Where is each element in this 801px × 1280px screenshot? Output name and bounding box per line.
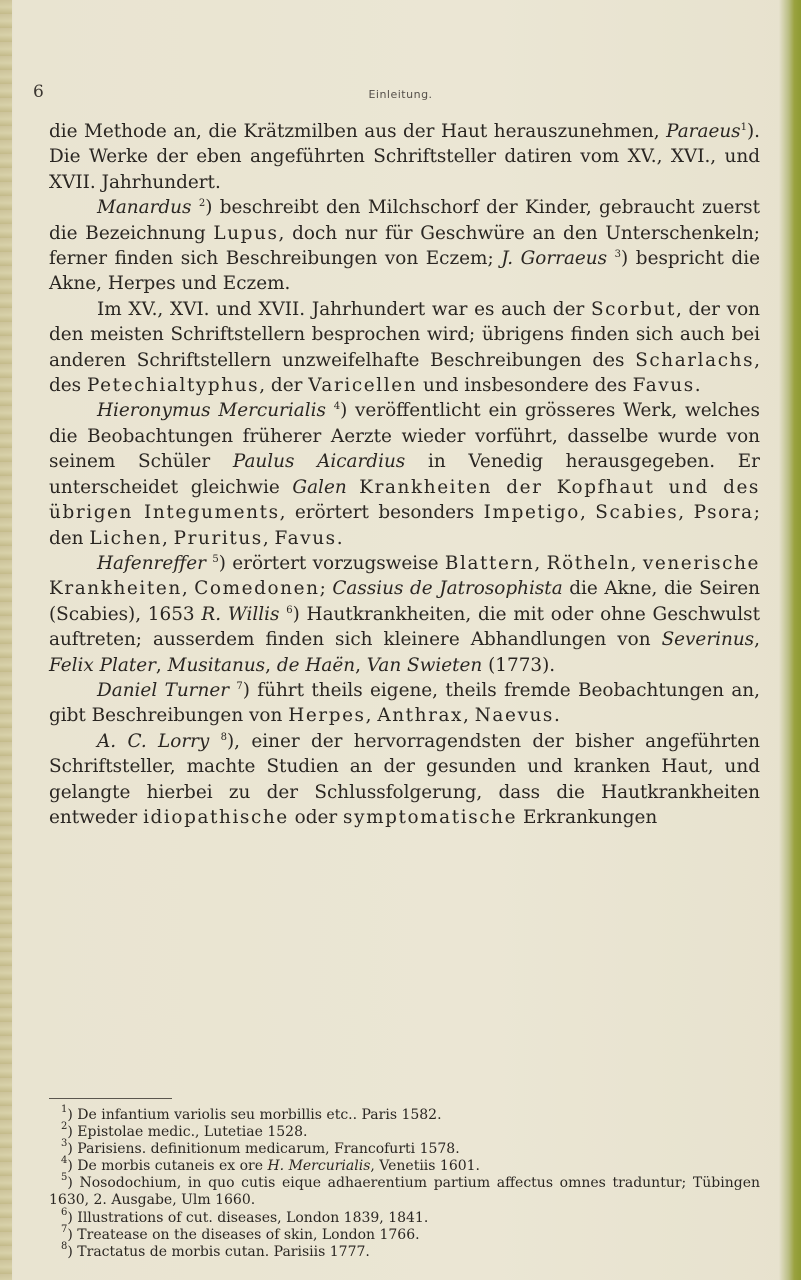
- author-name: J. Gorraeus: [501, 248, 608, 270]
- author-name: R. Willis: [201, 603, 280, 625]
- page-number: 6: [33, 82, 44, 102]
- page-right-edge: [779, 0, 801, 1280]
- author-name: Galen: [292, 476, 347, 498]
- author-name: Paulus Aicardius: [232, 451, 406, 473]
- author-name: de Haën: [276, 654, 356, 676]
- footnote-ref: 1: [740, 122, 747, 133]
- footnote-ref: 5: [212, 553, 219, 565]
- author-name: Hieronymus Mercurialis: [97, 400, 326, 422]
- author-name: Manardus: [97, 197, 192, 219]
- spaced-term: Comedonen: [194, 578, 320, 600]
- footnote: $^6$) Illustrations of cut. diseases, London 1839, 1841.: [61, 1206, 429, 1226]
- spaced-term: Scabies: [595, 502, 679, 524]
- footnote-ref: 4: [333, 401, 341, 413]
- spaced-term: Varicellen: [308, 375, 418, 397]
- footnote: $^7$) Treatease on the diseases of skin, London 1766.: [61, 1223, 420, 1243]
- main-text: [49, 119, 760, 830]
- author-name: Felix Plater: [49, 654, 156, 676]
- spaced-term: Herpes: [288, 705, 366, 727]
- author-name: Paraeus: [666, 121, 741, 142]
- spaced-term: Krankheiten der Kopfhaut und des übrigen Integuments: [49, 476, 760, 524]
- footnote: $^1$) De infantium variolis seu morbillis etc.. Paris 1582.: [61, 1104, 442, 1123]
- author-name: Van Swieten: [366, 654, 483, 676]
- author-name: Daniel Turner: [97, 679, 229, 701]
- spaced-term: Lupus: [213, 222, 279, 244]
- running-head: Einleitung.: [368, 88, 433, 101]
- spaced-term: Psora: [693, 502, 754, 524]
- author-name: Hafenreffer: [97, 552, 206, 574]
- spaced-term: Naevus: [474, 705, 554, 727]
- paragraph-5: Hafenreffer $^5$) erörtert vorzugsweise Blattern, Rötheln, venerische Krankheiten, Comedonen; Cassius de Jatrosophista die Akne, die Seiren (Scabies), 1653 R. Willis $^6$) Hautkrankheiten, die mit oder ohne Geschwulst auftreten; ausserdem finden sich kleinere Abhandlungen von Severinus, Felix Plater, Musitanus, de Haën, Van Swieten (1773).: [49, 552, 760, 676]
- footnote-divider: [49, 1098, 172, 1099]
- footnote: $^8$) Tractatus de morbis cutan. Parisiis 1777.: [61, 1240, 370, 1260]
- spaced-term: Anthrax: [377, 705, 464, 727]
- footnote: $^5$) Nosodochium, in quo cutis eique adhaerentium partium affectus omnes traduntur; Tübingen 1630, 2. Ausgabe, Ulm 1660.: [49, 1172, 760, 1209]
- footnote-ref: 2: [198, 198, 206, 210]
- spaced-term: Blattern: [444, 552, 535, 574]
- footnote: $^3$) Parisiens. definitionum medicarum, Francofurti 1578.: [61, 1138, 460, 1158]
- spaced-term: Scorbut: [590, 298, 676, 320]
- footnote: $^2$) Epistolae medic., Lutetiae 1528.: [61, 1121, 308, 1141]
- footnote-ref: 7: [236, 680, 243, 692]
- spaced-term: Impetigo: [483, 502, 580, 524]
- spaced-term: Favus: [632, 375, 695, 397]
- paragraph-7: A. C. Lorry $^8$), einer der hervorragendsten der bisher angeführten Schriftsteller, machte Studien an der gesunden und kranken Haut, und gelangte hierbei zu der Schlussfolgerung, dass die Hautkrankheiten entweder idiopathische oder symptomatische Erkrankungen: [49, 730, 760, 828]
- spaced-term: venerische Krankheiten: [49, 552, 760, 600]
- spaced-term: idiopathische: [143, 806, 289, 828]
- spaced-term: Scharlachs: [635, 349, 755, 371]
- spaced-term: Rötheln: [546, 552, 631, 574]
- footnote: $^4$) De morbis cutaneis ex ore H. Mercurialis, Venetiis 1601.: [61, 1155, 480, 1175]
- paragraph-2: Manardus $^2$) beschreibt den Milchschorf der Kinder, gebraucht zuerst die Bezeichnung Lupus, doch nur für Geschwüre an den Unterschenkeln; ferner finden sich Beschreibungen von Eczem; J. Gorraeus $^3$) bespricht die Akne, Herpes und Eczem.: [49, 197, 761, 295]
- footnote-ref: 3: [614, 249, 622, 261]
- author-name: Cassius de Jatrosophista: [332, 578, 563, 600]
- page-binding-edge: [0, 0, 12, 1280]
- paragraph-4: Hieronymus Mercurialis $^4$) veröffentlicht ein grösseres Werk, welches die Beobachtungen früherer Aerzte wieder vorführt, dasselbe wurde von seinem Schüler Paulus Aicardius in Venedig herausgegeben. Er unterscheidet gleichwie Galen Krankheiten der Kopfhaut und des übrigen Integuments, erörtert besonders Impetigo, Scabies, Psora; den Lichen, Pruritus, Favus.: [49, 400, 760, 549]
- author-name: A. C. Lorry: [97, 730, 210, 752]
- author-name: Musitanus: [167, 654, 266, 676]
- paragraph-1: die Methode an, die Krätzmilben aus der Haut herauszunehmen, Paraeus$^1$). Die Werke der eben angeführten Schriftsteller datiren vom XV., XVI., und XVII. Jahrhundert.: [49, 121, 761, 193]
- author-name: Severinus: [661, 629, 755, 651]
- spaced-term: symptomatische: [343, 806, 518, 828]
- spaced-term: Petechialtyphus: [86, 375, 260, 397]
- spaced-term: Pruritus: [173, 527, 263, 549]
- footnotes: [49, 1104, 760, 1261]
- paragraph-6: Daniel Turner $^7$) führt theils eigene, theils fremde Beobachtungen an, gibt Beschreibungen von Herpes, Anthrax, Naevus.: [49, 679, 760, 727]
- spaced-term: Lichen: [89, 527, 162, 549]
- footnote-ref: 6: [286, 604, 293, 616]
- paragraph-3: Im XV., XVI. und XVII. Jahrhundert war es auch der Scorbut, der von den meisten Schriftstellern besprochen wird; übrigens finden sich auch bei anderen Schriftstellern unzweifelhafte Beschreibungen des Scharlachs, des Petechialtyphus, der Varicellen und insbesondere des Favus.: [49, 298, 760, 397]
- spaced-term: Favus: [274, 527, 337, 549]
- footnote-ref: 8: [220, 731, 227, 743]
